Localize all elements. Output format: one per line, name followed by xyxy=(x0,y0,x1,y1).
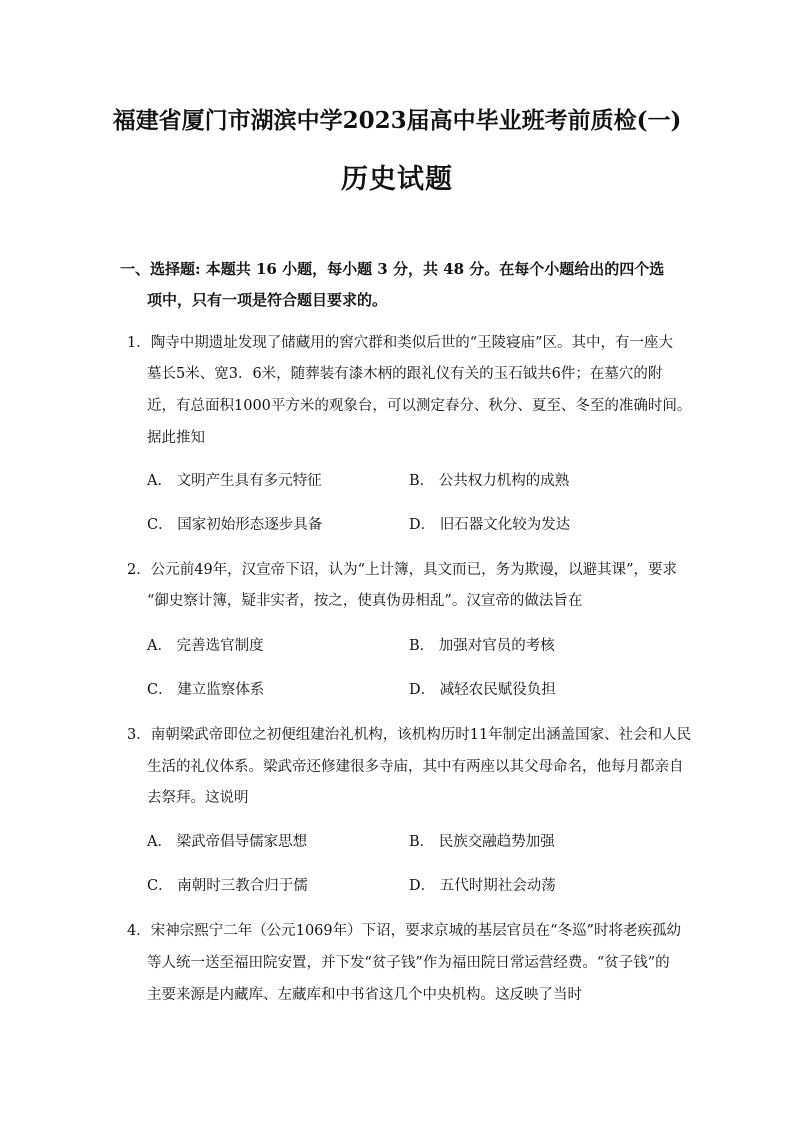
question-3-line-1: 3．南朝梁武帝即位之初便组建治礼机构，该机构历时11年制定出涵盖国家、社会和人民 xyxy=(127,727,692,743)
question-3-line-3: 去祭拜。这说明 xyxy=(147,790,249,806)
question-3-option-a: A． 梁武帝倡导儒家思想 xyxy=(147,834,308,850)
question-4-line-2: 等人统一送至福田院安置，并下发“贫子钱”作为福田院日常运营经费。“贫子钱”的 xyxy=(147,955,670,971)
section-heading-line-2: 项中，只有一项是符合题目要求的。 xyxy=(147,291,388,309)
question-2-option-b: B． 加强对官员的考核 xyxy=(409,638,555,654)
question-1-option-a: A． 文明产生具有多元特征 xyxy=(147,473,322,489)
question-1-option-c: C． 国家初始形态逐步具备 xyxy=(147,517,323,533)
document-subtitle: 历史试题 xyxy=(341,164,453,195)
question-3-option-b: B． 民族交融趋势加强 xyxy=(409,834,555,850)
section-heading-line-1: 一、选择题: 本题共 16 小题，每小题 3 分，共 48 分。在每个小题给出的四个选 xyxy=(120,260,665,278)
question-4-line-3: 主要来源是内藏库、左藏库和中书省这几个中央机构。这反映了当时 xyxy=(147,987,582,1003)
question-1-option-d: D． 旧石器文化较为发达 xyxy=(409,517,571,533)
question-3-option-d: D． 五代时期社会动荡 xyxy=(409,878,556,894)
question-2-line-2: “御史察计簿，疑非实者，按之，使真伪毋相乱”。汉宣帝的做法旨在 xyxy=(147,593,583,609)
question-1-line-1: 1．陶寺中期遗址发现了储藏用的窖穴群和类似后世的“王陵寝庙”区。其中，有一座大 xyxy=(127,335,674,351)
question-2-option-a: A． 完善选官制度 xyxy=(147,638,264,654)
question-2-line-1: 2．公元前49年，汉宣帝下诏，认为“上计簿，具文而已，务为欺谩，以避其课”，要求 xyxy=(127,562,677,578)
question-3-line-2: 生活的礼仪体系。梁武帝还修建很多寺庙，其中有两座以其父母命名，他每月都亲自 xyxy=(147,759,684,775)
question-2-option-d: D． 减轻农民赋役负担 xyxy=(409,682,556,698)
question-3-option-c: C． 南朝时三教合归于儒 xyxy=(147,878,308,894)
question-1-line-3: 近，有总面积1000平方米的观象台，可以测定春分、秋分、夏至、冬至的准确时间。 xyxy=(147,398,692,414)
question-4-line-1: 4．宋神宗熙宁二年（公元1069年）下诏，要求京城的基层官员在“冬巡”时将老疾孤幼 xyxy=(127,923,681,939)
question-1-line-4: 据此推知 xyxy=(147,430,205,446)
question-1-line-2: 墓长5米、宽3．6米，随葬装有漆木柄的跟礼仪有关的玉石钺共6件；在墓穴的附 xyxy=(147,366,663,382)
question-1-option-b: B． 公共权力机构的成熟 xyxy=(409,473,570,489)
document-title: 福建省厦门市湖滨中学2023届高中毕业班考前质检(一) xyxy=(112,107,682,134)
question-2-option-c: C． 建立监察体系 xyxy=(147,682,265,698)
